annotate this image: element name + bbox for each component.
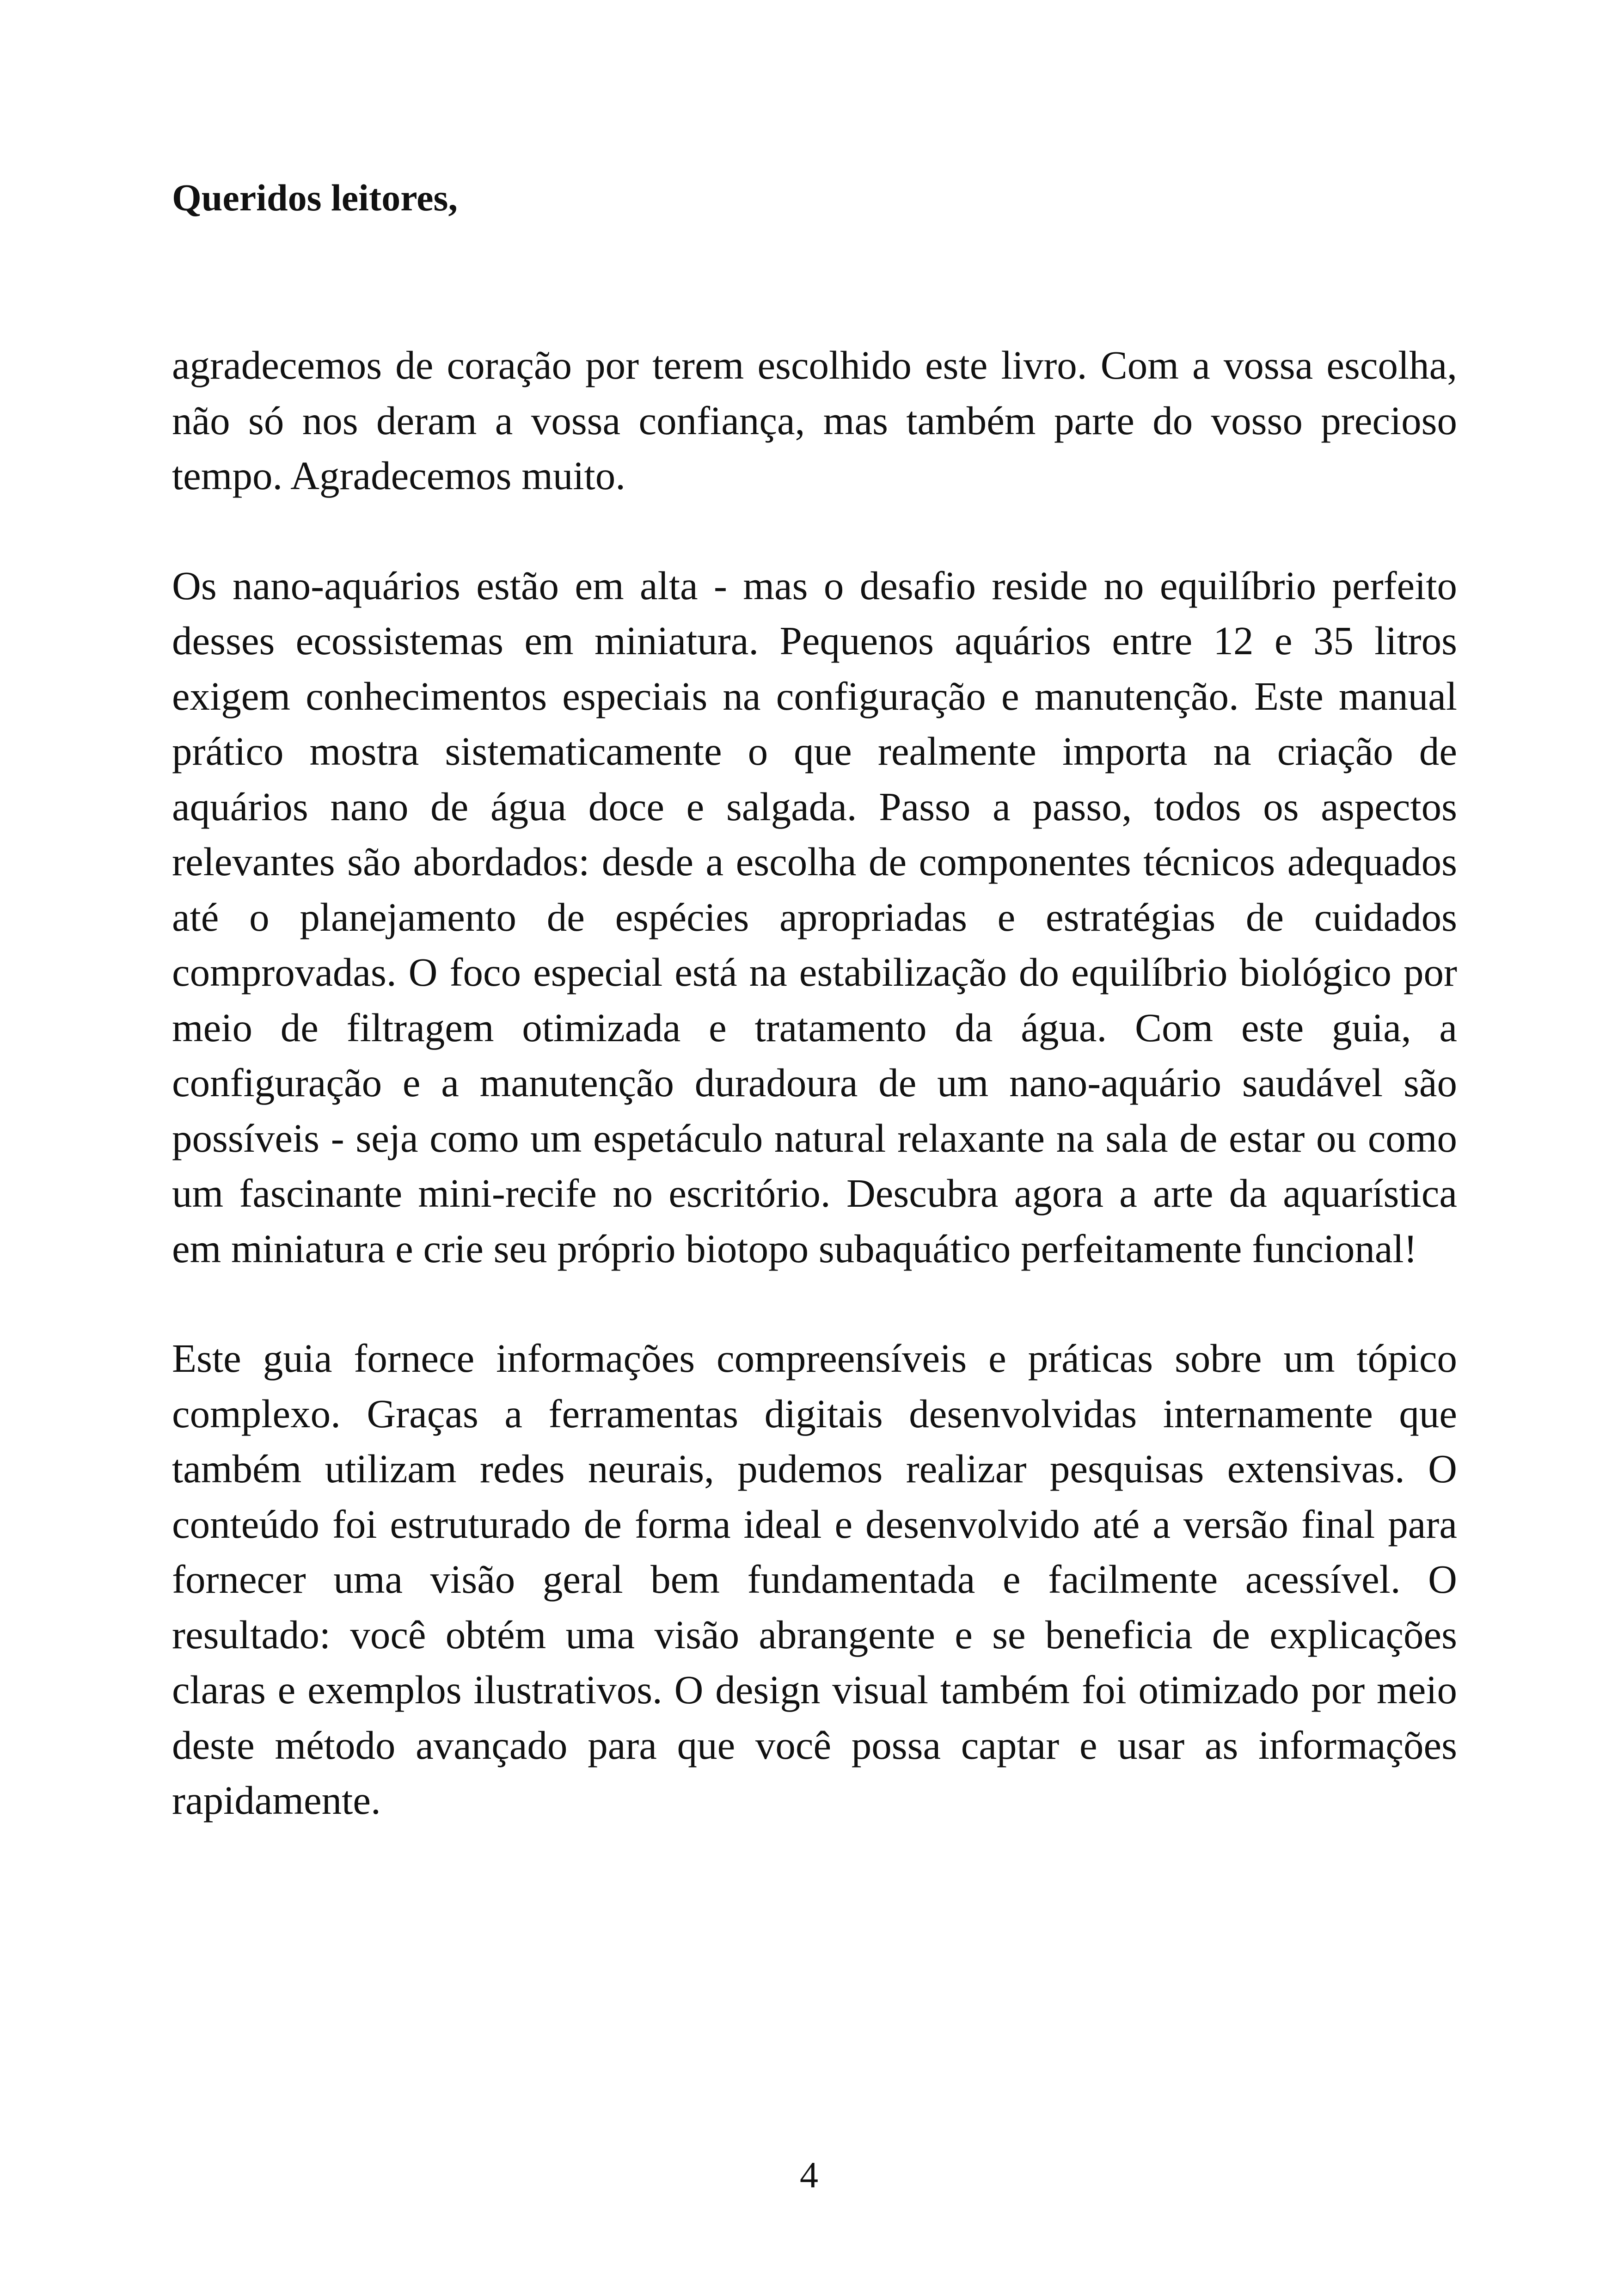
page-number: 4 — [800, 2155, 818, 2196]
salutation-heading: Queridos leitores, — [172, 177, 458, 219]
paragraph-nano-aquarium-intro: Os nano-aquários estão em alta - mas o desafio reside no equilíbrio perfeito desses ecossistemas em miniatura. Pequenos aquários entre 12 e 35 litros exigem conhecimentos especiais na configuração e manutenção. Este manual prático mostra sistematicamente o que realmente importa na criação de aquários nano de água doce e salgada. Passo a passo, todos os aspectos relevantes são abordados: desde a escolha de componentes técnicos adequados até o planejamento de espécies apropriadas e estratégias de cuidados comprovadas. O foco especial está na estabilização do equilíbrio biológico por meio de filtragem otimizada e tratamento da água. Com este guia, a configuração e a manutenção duradoura de um nano-aquário saudável são possíveis - seja como um espetáculo natural relaxante na sala de estar ou como um fascinante mini-recife no escritório. Descubra agora a arte da aquarística em miniatura e crie seu próprio biotopo subaquático perfeitamente funcional! — [172, 563, 1457, 1271]
body-text — [172, 338, 1457, 1883]
paragraph-guide-method: Este guia fornece informações compreensíveis e práticas sobre um tópico complexo. Graças a ferramentas digitais desenvolvidas internamente que também utilizam redes neurais, pudemos realizar pesquisas extensivas. O conteúdo foi estruturado de forma ideal e desenvolvido até a versão final para fornecer uma visão geral bem fundamentada e facilmente acessível. O resultado: você obtém uma visão abrangente e se beneficia de explicações claras e exemplos ilustrativos. O design visual também foi otimizado por meio deste método avançado para que você possa captar e usar as informações rapidamente. — [172, 1336, 1457, 1823]
paragraph-thanks: agradecemos de coração por terem escolhido este livro. Com a vossa escolha, não só nos deram a vossa confiança, mas também parte do vosso precioso tempo. Agradecemos muito. — [172, 343, 1457, 498]
